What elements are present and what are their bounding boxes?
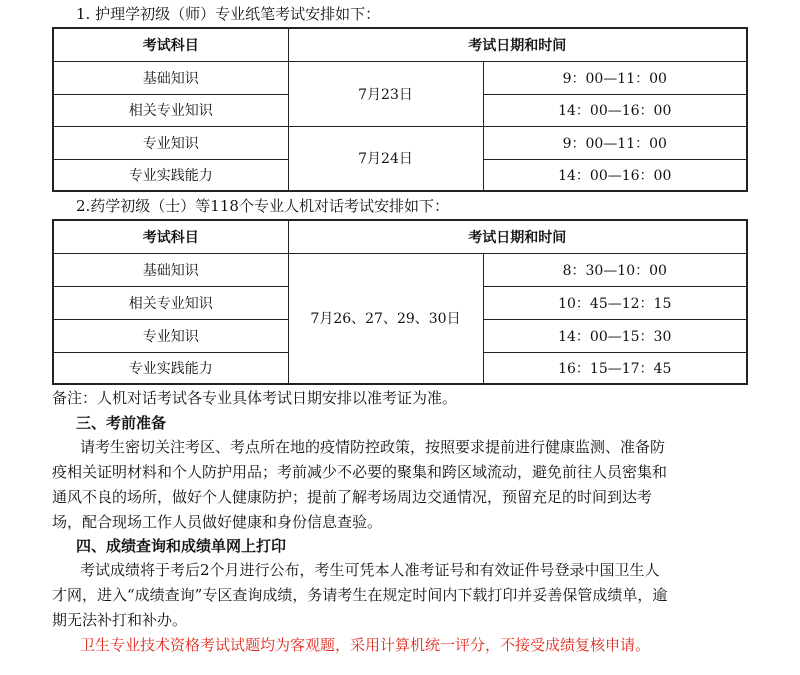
section3-paragraph-line: 场，配合现场工作人员做好健康和身份信息查验。: [52, 513, 383, 531]
subject-cell: 相关专业知识: [53, 286, 288, 319]
section3-paragraph-line: 请考生密切关注考区、考点所在地的疫情防控政策，按照要求提前进行健康监测、准备防: [80, 438, 666, 456]
time-cell: 9：00—11：00: [483, 126, 747, 159]
subject-cell: 基础知识: [53, 61, 288, 94]
red-notice: 卫生专业技术资格考试试题均为客观题，采用计算机统一评分，不接受成绩复核申请。: [80, 636, 651, 654]
subject-cell: 专业实践能力: [53, 352, 288, 384]
subject-cell: 专业实践能力: [53, 159, 288, 191]
time-cell: 8：30—10：00: [483, 253, 747, 286]
section4-paragraph-line: 才网，进入“成绩查询”专区查询成绩，务请考生在规定时间内下载打印并妥善保管成绩单，逾: [52, 586, 668, 604]
date-cell: 7月26、27、29、30日: [288, 253, 483, 384]
section4-paragraph-line: 期无法补打和补办。: [52, 611, 188, 629]
section3-paragraph-line: 疫相关证明材料和个人防护用品；考前减少不必要的聚集和跨区域流动，避免前往人员密集和: [52, 463, 668, 481]
subject-cell: 专业知识: [53, 126, 288, 159]
section4-title: 四、成绩查询和成绩单网上打印: [76, 537, 287, 555]
header-datetime: 考试日期和时间: [288, 28, 747, 61]
header-subject: 考试科目: [53, 28, 288, 61]
date-cell: 7月24日: [288, 126, 483, 191]
time-cell: 14：00—15：30: [483, 319, 747, 352]
section2-intro: 2.药学初级（士）等118个专业人机对话考试安排如下：: [76, 197, 449, 215]
pharmacy-exam-table: [52, 219, 748, 385]
remark-note: 备注：人机对话考试各专业具体考试日期安排以准考证为准。: [52, 389, 458, 407]
subject-cell: 专业知识: [53, 319, 288, 352]
time-cell: 14：00—16：00: [483, 94, 747, 126]
time-cell: 9：00—11：00: [483, 61, 747, 94]
subject-cell: 相关专业知识: [53, 94, 288, 126]
section3-title: 三、考前准备: [76, 414, 167, 432]
section1-intro: 1. 护理学初级（师）专业纸笔考试安排如下：: [76, 5, 381, 23]
header-datetime: 考试日期和时间: [288, 220, 747, 253]
time-cell: 10：45—12：15: [483, 286, 747, 319]
section3-paragraph-line: 通风不良的场所，做好个人健康防护；提前了解考场周边交通情况，预留充足的时间到达考: [52, 488, 653, 506]
header-subject: 考试科目: [53, 220, 288, 253]
subject-cell: 基础知识: [53, 253, 288, 286]
time-cell: 14：00—16：00: [483, 159, 747, 191]
section4-paragraph-line: 考试成绩将于考后2个月进行公布，考生可凭本人准考证号和有效证件号登录中国卫生人: [80, 561, 660, 579]
nursing-exam-table: [52, 27, 748, 192]
time-cell: 16：15—17：45: [483, 352, 747, 384]
date-cell: 7月23日: [288, 61, 483, 126]
